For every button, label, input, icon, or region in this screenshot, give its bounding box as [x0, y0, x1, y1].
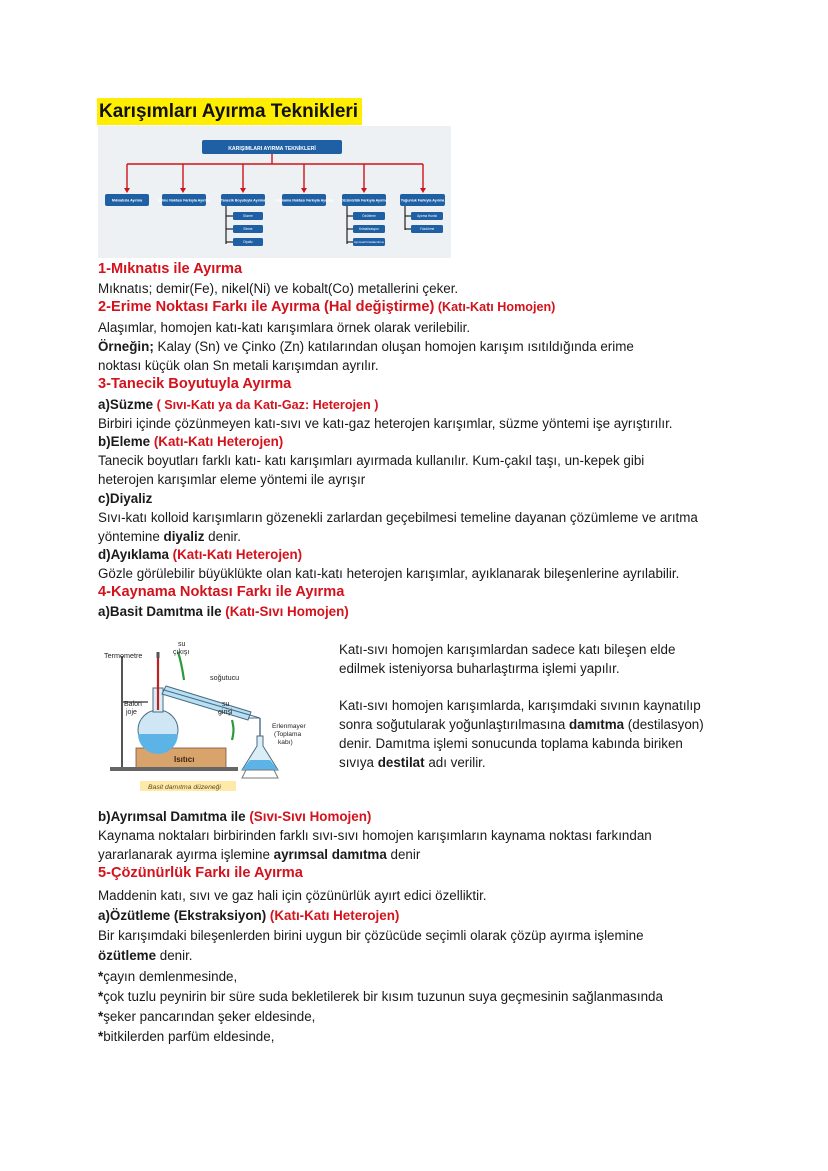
- ozutleme-text-2: özütleme denir.: [98, 948, 193, 963]
- basit-damitma-p2-1: Katı-sıvı homojen karışımlarda, karışımdaki sıvının kaynatılıp: [339, 698, 701, 713]
- diagram-node-label: Mıknatısla Ayırma: [111, 198, 143, 203]
- ayiklama-text: Gözle görülebilir büyüklükte olan katı-katı heterojen karışımlar, ayıklanarak bileşenlerine ayrılabilir.: [98, 566, 680, 581]
- diagram-node-label: Tanecik Boyutuyla Ayırma: [220, 198, 266, 203]
- figure-label-erlenmayer: Erlenmayer: [272, 723, 306, 730]
- figure-label-sogutucu: soğutucu: [210, 673, 240, 682]
- section-1-text: Mıknatıs; demir(Fe), nikel(Ni) ve kobalt(Co) metallerini çeker.: [98, 281, 459, 296]
- section-4-heading: 4-Kaynama Noktası Farkı ile Ayırma: [98, 584, 345, 600]
- page-title: Karışımları Ayırma Teknikleri: [97, 98, 362, 125]
- basit-damitma-p1-2: edilmek isteniyorsa buharlaştırma işlemi yapılır.: [339, 661, 620, 676]
- suzme-heading: a)Süzme ( Sıvı-Katı ya da Katı-Gaz: Heterojen ): [98, 397, 379, 412]
- diyaliz-text-1: Sıvı-katı kolloid karışımların gözenekli zarlardan geçebilmesi temeline dayanan çözümleme ve arıtma: [98, 510, 698, 525]
- diagram-subnode-label: Diyaliz: [243, 240, 253, 245]
- heater-label: Isıtıcı: [174, 755, 195, 764]
- basit-damitma-p1-1: Katı-sıvı homojen karışımlardan sadece katı bileşen elde: [339, 642, 676, 657]
- section-5-text: Maddenin katı, sıvı ve gaz hali için çözünürlük ayırt edici özelliktir.: [98, 888, 487, 903]
- ozutleme-heading: a)Özütleme (Ekstraksiyon) (Katı-Katı Heterojen): [98, 908, 400, 923]
- basit-damitma-p2-4: sıvıya destilat adı verilir.: [339, 755, 486, 770]
- ayrimsal-damitma-text-1: Kaynama noktaları birbirinden farklı sıvı-sıvı homojen karışımların kaynama noktası farkından: [98, 828, 652, 843]
- diagram-node-label: Erime Noktası Farkıyla Ayırma: [158, 198, 210, 203]
- section-2-heading: 2-Erime Noktası Farkı ile Ayırma (Hal değiştirme) (Katı-Katı Homojen): [98, 299, 556, 315]
- list-item: *çok tuzlu peynirin bir süre suda bekletilerek bir kısım tuzunun suya geçmesinin sağlanmasında: [98, 989, 663, 1004]
- diagram-node-label: Kaynama Noktası Farkıyla Ayırma: [275, 198, 333, 203]
- eleme-heading: b)Eleme (Katı-Katı Heterojen): [98, 434, 284, 449]
- ayrimsal-damitma-text-2: yararlanarak ayırma işlemine ayrımsal damıtma denir: [98, 847, 421, 862]
- figure-label-su-girisi: girişi: [218, 709, 233, 716]
- diagram-subnode-label: Eleme: [243, 227, 253, 232]
- section-2-text: Alaşımlar, homojen katı-katı karışımlara örnek olarak verilebilir.: [98, 320, 471, 335]
- suzme-text: Birbiri içinde çözünmeyen katı-sıvı ve katı-gaz heterojen karışımlar, süzme yöntemi işe ayrıştırılır.: [98, 416, 673, 431]
- diagram-subnode-label: Ayrımsal Kristallendirme: [353, 240, 385, 245]
- basit-damitma-heading: a)Basit Damıtma ile (Katı-Sıvı Homojen): [98, 604, 349, 619]
- section-3-heading: 3-Tanecik Boyutuyla Ayırma: [98, 376, 292, 392]
- figure-label-balon-joje: joje: [126, 709, 137, 716]
- diagram-subnode-label: Süzme: [243, 214, 253, 219]
- figure-caption: Basit damıtma düzeneği: [148, 784, 221, 791]
- figure-label-su-girisi: su: [222, 701, 230, 708]
- simple-distillation-figure: [100, 636, 322, 792]
- section-2-example: Örneğin; Kalay (Sn) ve Çinko (Zn) katılarından oluşan homojen karışım ısıtıldığında erime: [98, 339, 634, 354]
- basit-damitma-p2-2: sonra soğutularak yoğunlaştırılmasına damıtma (destilasyon): [339, 717, 704, 732]
- diagram-subnode-label: Ayırma Hunisi: [417, 214, 437, 219]
- list-item: *bitkilerden parfüm eldesinde,: [98, 1029, 275, 1044]
- condenser-icon: [162, 686, 251, 720]
- diyaliz-text-2: yöntemine diyaliz denir.: [98, 529, 241, 544]
- section-5-heading: 5-Çözünürlük Farkı ile Ayırma: [98, 865, 303, 881]
- section-1-heading: 1-Mıknatıs ile Ayırma: [98, 261, 243, 277]
- eleme-text-1: Tanecik boyutları farklı katı- katı karışımları ayırmada kullanılır. Kum-çakıl taşı, un-kepek gibi: [98, 453, 645, 468]
- diagram-root-label: KARIŞIMLARI AYIRMA TEKNİKLERİ: [228, 146, 316, 152]
- diagram-subnode-label: Yüzdürme: [419, 227, 435, 232]
- list-item: *şeker pancarından şeker eldesinde,: [98, 1009, 316, 1024]
- figure-label-su-cikisi: çıkışı: [173, 649, 190, 656]
- basit-damitma-p2-3: denir. Damıtma işlemi sonucunda toplama kabında biriken: [339, 736, 683, 751]
- diagram-subnode-label: Kristalizasyon: [359, 227, 379, 232]
- separation-techniques-diagram: [98, 126, 451, 258]
- ozutleme-text-1: Bir karışımdaki bileşenlerden birini uygun bir çözücüde seçimli olarak çözüp ayırma işlemine: [98, 928, 644, 943]
- section-2-example-cont: noktası küçük olan Sn metali karışımdan ayrılır.: [98, 358, 379, 373]
- diyaliz-heading: c)Diyaliz: [98, 491, 153, 506]
- figure-label-erlenmayer: kabı): [278, 739, 293, 746]
- diagram-node-label: Yoğunluk Farkıyla Ayırma: [400, 198, 445, 203]
- figure-label-su-cikisi: su: [178, 641, 186, 648]
- diagram-subnode-label: Özütleme: [362, 214, 376, 219]
- ayiklama-heading: d)Ayıklama (Katı-Katı Heterojen): [98, 547, 303, 562]
- figure-label-balon-joje: Balon: [124, 701, 142, 708]
- eleme-text-2: heterojen karışımlar eleme yöntemi ile ayrışır: [98, 472, 366, 487]
- list-item: *çayın demlenmesinde,: [98, 969, 238, 984]
- ayrimsal-damitma-heading: b)Ayrımsal Damıtma ile (Sıvı-Sıvı Homojen): [98, 809, 372, 824]
- figure-label-termometre: Termometre: [104, 651, 143, 660]
- diagram-node-label: Çözünürlük Farkıyla Ayırma: [340, 198, 388, 203]
- figure-label-erlenmayer: (Toplama: [274, 731, 302, 738]
